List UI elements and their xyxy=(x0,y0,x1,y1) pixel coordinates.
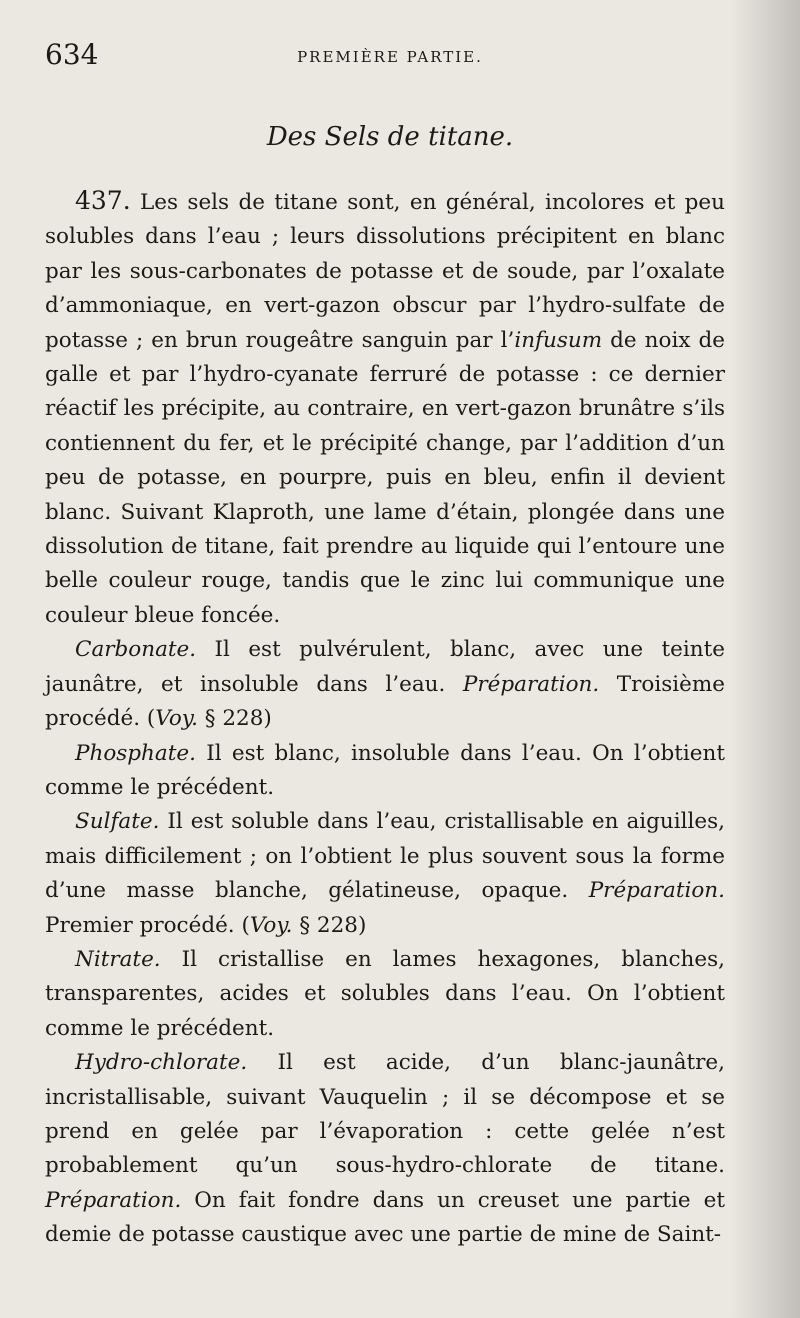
paragraph-text: Les sels de titane sont, en général, incolores et peu solubles dans l’eau ; leurs dissolutions précipitent en blanc par les sous-carbonates de potasse et de soude, par l’oxalate d’ammoniaque, en vert-gazon obscur par l’hydro-sulfate de potasse ; en brun rougeâtre sanguin par l’ xyxy=(45,190,725,353)
salt-term: Hydro-chlorate. xyxy=(75,1050,248,1076)
page-header xyxy=(45,38,735,78)
voy-abbrev: Voy. xyxy=(249,912,293,938)
voy-abbrev: Voy. xyxy=(155,706,198,732)
paragraph-text: Il cristallise en lames hexagones, blanches, transparentes, acides et solubles dans l’eau. On l’obtient comme le précédent. xyxy=(45,946,725,1041)
italic-term: infusum xyxy=(514,327,603,353)
paragraph-text: Troisième procédé. ( xyxy=(45,671,725,732)
paragraph-text: Il est blanc, insoluble dans l’eau. On l’obtient comme le précédent. xyxy=(45,740,725,800)
paragraph-437 xyxy=(45,184,725,633)
paragraph-sulfate xyxy=(45,805,725,943)
salt-term: Phosphate. xyxy=(75,740,196,766)
preparation-label: Préparation. xyxy=(462,671,600,697)
paragraph-hydrochlorate xyxy=(45,1046,725,1252)
preparation-label: Préparation. xyxy=(588,878,725,904)
salt-term: Carbonate. xyxy=(75,637,197,663)
section-ref: § 228) xyxy=(292,912,367,938)
paragraph-phosphate xyxy=(45,737,725,806)
running-title: PREMIÈRE PARTIE. xyxy=(297,48,483,66)
page-number: 634 xyxy=(45,38,99,71)
paragraph-text: Il est soluble dans l’eau, cristallisable en aiguilles, mais difficilement ; on l’obtient le plus souvent sous la forme d’une masse blanche, gélatineuse, opaque. xyxy=(45,809,725,904)
section-title: Des Sels de titane. xyxy=(266,122,514,152)
paragraph-text: On fait fondre dans un creuset une partie et demie de potasse caustique avec une partie de mine de Saint- xyxy=(45,1187,725,1248)
paragraph-text: de noix de galle et par l’hydro-cyanate ferruré de potasse : ce dernier réactif les précipite, au contraire, en vert-gazon brunâtre s’ils contiennent du fer, et le précipité change, par l’addition d’un peu de potasse, en pourpre, puis en bleu, enfin il devient blanc. Suivant Klaproth, une lame d’étain, plongée dans une dissolution de titane, fait prendre au liquide qui l’entoure une belle couleur rouge, tandis que le zinc lui communique une couleur bleue foncée. xyxy=(45,327,725,628)
body-text xyxy=(45,184,725,1253)
paragraph-text: Premier procédé. ( xyxy=(45,912,250,938)
paragraph-text: Il est pulvérulent, blanc, avec une teinte jaunâtre, et insoluble dans l’eau. xyxy=(45,637,725,697)
paragraph-text: Il est acide, d’un blanc-jaunâtre, incristallisable, suivant Vauquelin ; il se décompose et se prend en gelée par l’évaporation : cette gelée n’est probablement qu’un sous-hydro-chlorate de titane. xyxy=(45,1050,725,1179)
salt-term: Nitrate. xyxy=(75,946,161,972)
paragraph-number: 437. xyxy=(75,186,131,215)
section-ref: § 228) xyxy=(197,706,272,732)
preparation-label: Préparation. xyxy=(45,1187,182,1213)
paragraph-nitrate xyxy=(45,943,725,1046)
paragraph-carbonate xyxy=(45,633,725,736)
salt-term: Sulfate. xyxy=(75,809,160,835)
